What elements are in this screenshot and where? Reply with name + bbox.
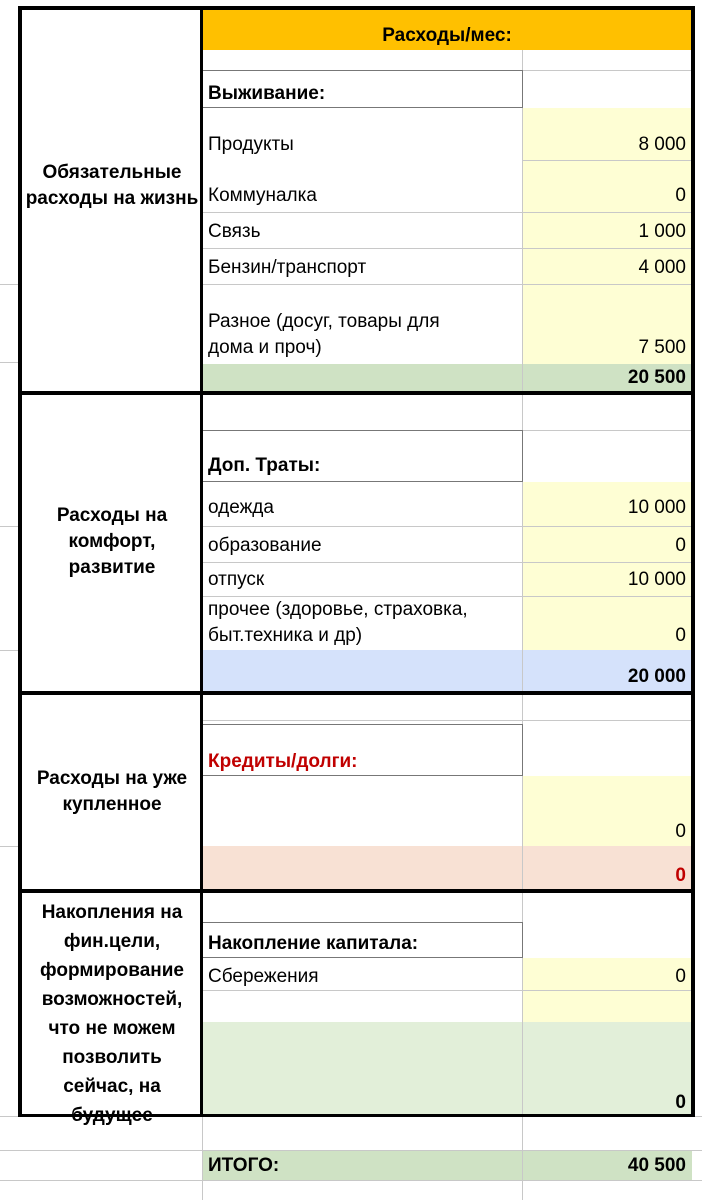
section-label-savings: Накопления на фин.цели, формирование возможностей, что не можем позволить сейчас, на будущее	[39, 902, 184, 1126]
item-value-transport[interactable]: 4 000	[638, 257, 686, 278]
item-value-misc[interactable]: 7 500	[638, 337, 686, 358]
item-value-savings[interactable]: 0	[675, 966, 686, 987]
item-value-products[interactable]: 8 000	[638, 134, 686, 155]
item-name-utilities: Коммуналка	[208, 185, 317, 206]
item-value-education[interactable]: 0	[675, 535, 686, 556]
row-line	[202, 248, 692, 249]
item-name-education: образование	[208, 535, 322, 556]
item-name-communication: Связь	[208, 221, 261, 242]
survival-heading: Выживание:	[208, 83, 326, 104]
section-divider	[18, 391, 695, 395]
item-value-vacation[interactable]: 10 000	[627, 569, 686, 590]
section-label-comfort: Расходы на комфорт, развитие	[56, 505, 168, 578]
section-label-survival: Обязательные расходы на жизнь	[25, 162, 199, 209]
section-divider	[18, 889, 695, 893]
border-right	[691, 6, 695, 1116]
section-divider	[18, 691, 695, 695]
row-line	[202, 562, 692, 563]
section-label-debts: Расходы на уже купленное	[36, 768, 188, 815]
item-name-savings: Сбережения	[208, 966, 319, 987]
survival-total: 20 500	[627, 367, 686, 388]
savings-total: 0	[675, 1092, 686, 1113]
comfort-heading: Доп. Траты:	[208, 455, 321, 476]
debts-total: 0	[675, 865, 686, 886]
row-line	[0, 1150, 702, 1151]
row-line	[0, 1180, 702, 1181]
row-line	[202, 212, 692, 213]
comfort-total: 20 000	[627, 666, 686, 687]
row-line	[202, 284, 692, 285]
item-name-other-line1: прочее (здоровье, страховка,	[208, 599, 468, 620]
row-line	[202, 720, 692, 721]
grand-total-label: ИТОГО:	[208, 1155, 280, 1176]
row-line	[202, 596, 692, 597]
item-name-vacation: отпуск	[208, 569, 265, 590]
item-name-transport: Бензин/транспорт	[208, 257, 367, 278]
item-value-communication[interactable]: 1 000	[638, 221, 686, 242]
item-name-other-line2: быт.техника и др)	[208, 625, 363, 646]
item-value-clothes[interactable]: 10 000	[627, 497, 686, 518]
item-value-other[interactable]: 0	[675, 625, 686, 646]
row-line	[202, 990, 692, 991]
row-line	[202, 526, 692, 527]
item-name-products: Продукты	[208, 134, 294, 155]
item-name-clothes: одежда	[208, 497, 274, 518]
grand-total-value: 40 500	[627, 1155, 686, 1176]
item-name-misc-line2: дома и проч)	[208, 337, 322, 358]
col-line-a	[202, 1116, 203, 1200]
debts-heading: Кредиты/долги:	[208, 751, 358, 772]
debts-value[interactable]: 0	[675, 821, 686, 842]
savings-heading: Накопление капитала:	[208, 933, 419, 954]
header-title: Расходы/мес:	[382, 25, 512, 46]
row-line	[522, 160, 692, 161]
border-top	[18, 6, 695, 10]
item-value-utilities[interactable]: 0	[675, 185, 686, 206]
item-name-misc-line1: Разное (досуг, товары для	[208, 311, 440, 332]
